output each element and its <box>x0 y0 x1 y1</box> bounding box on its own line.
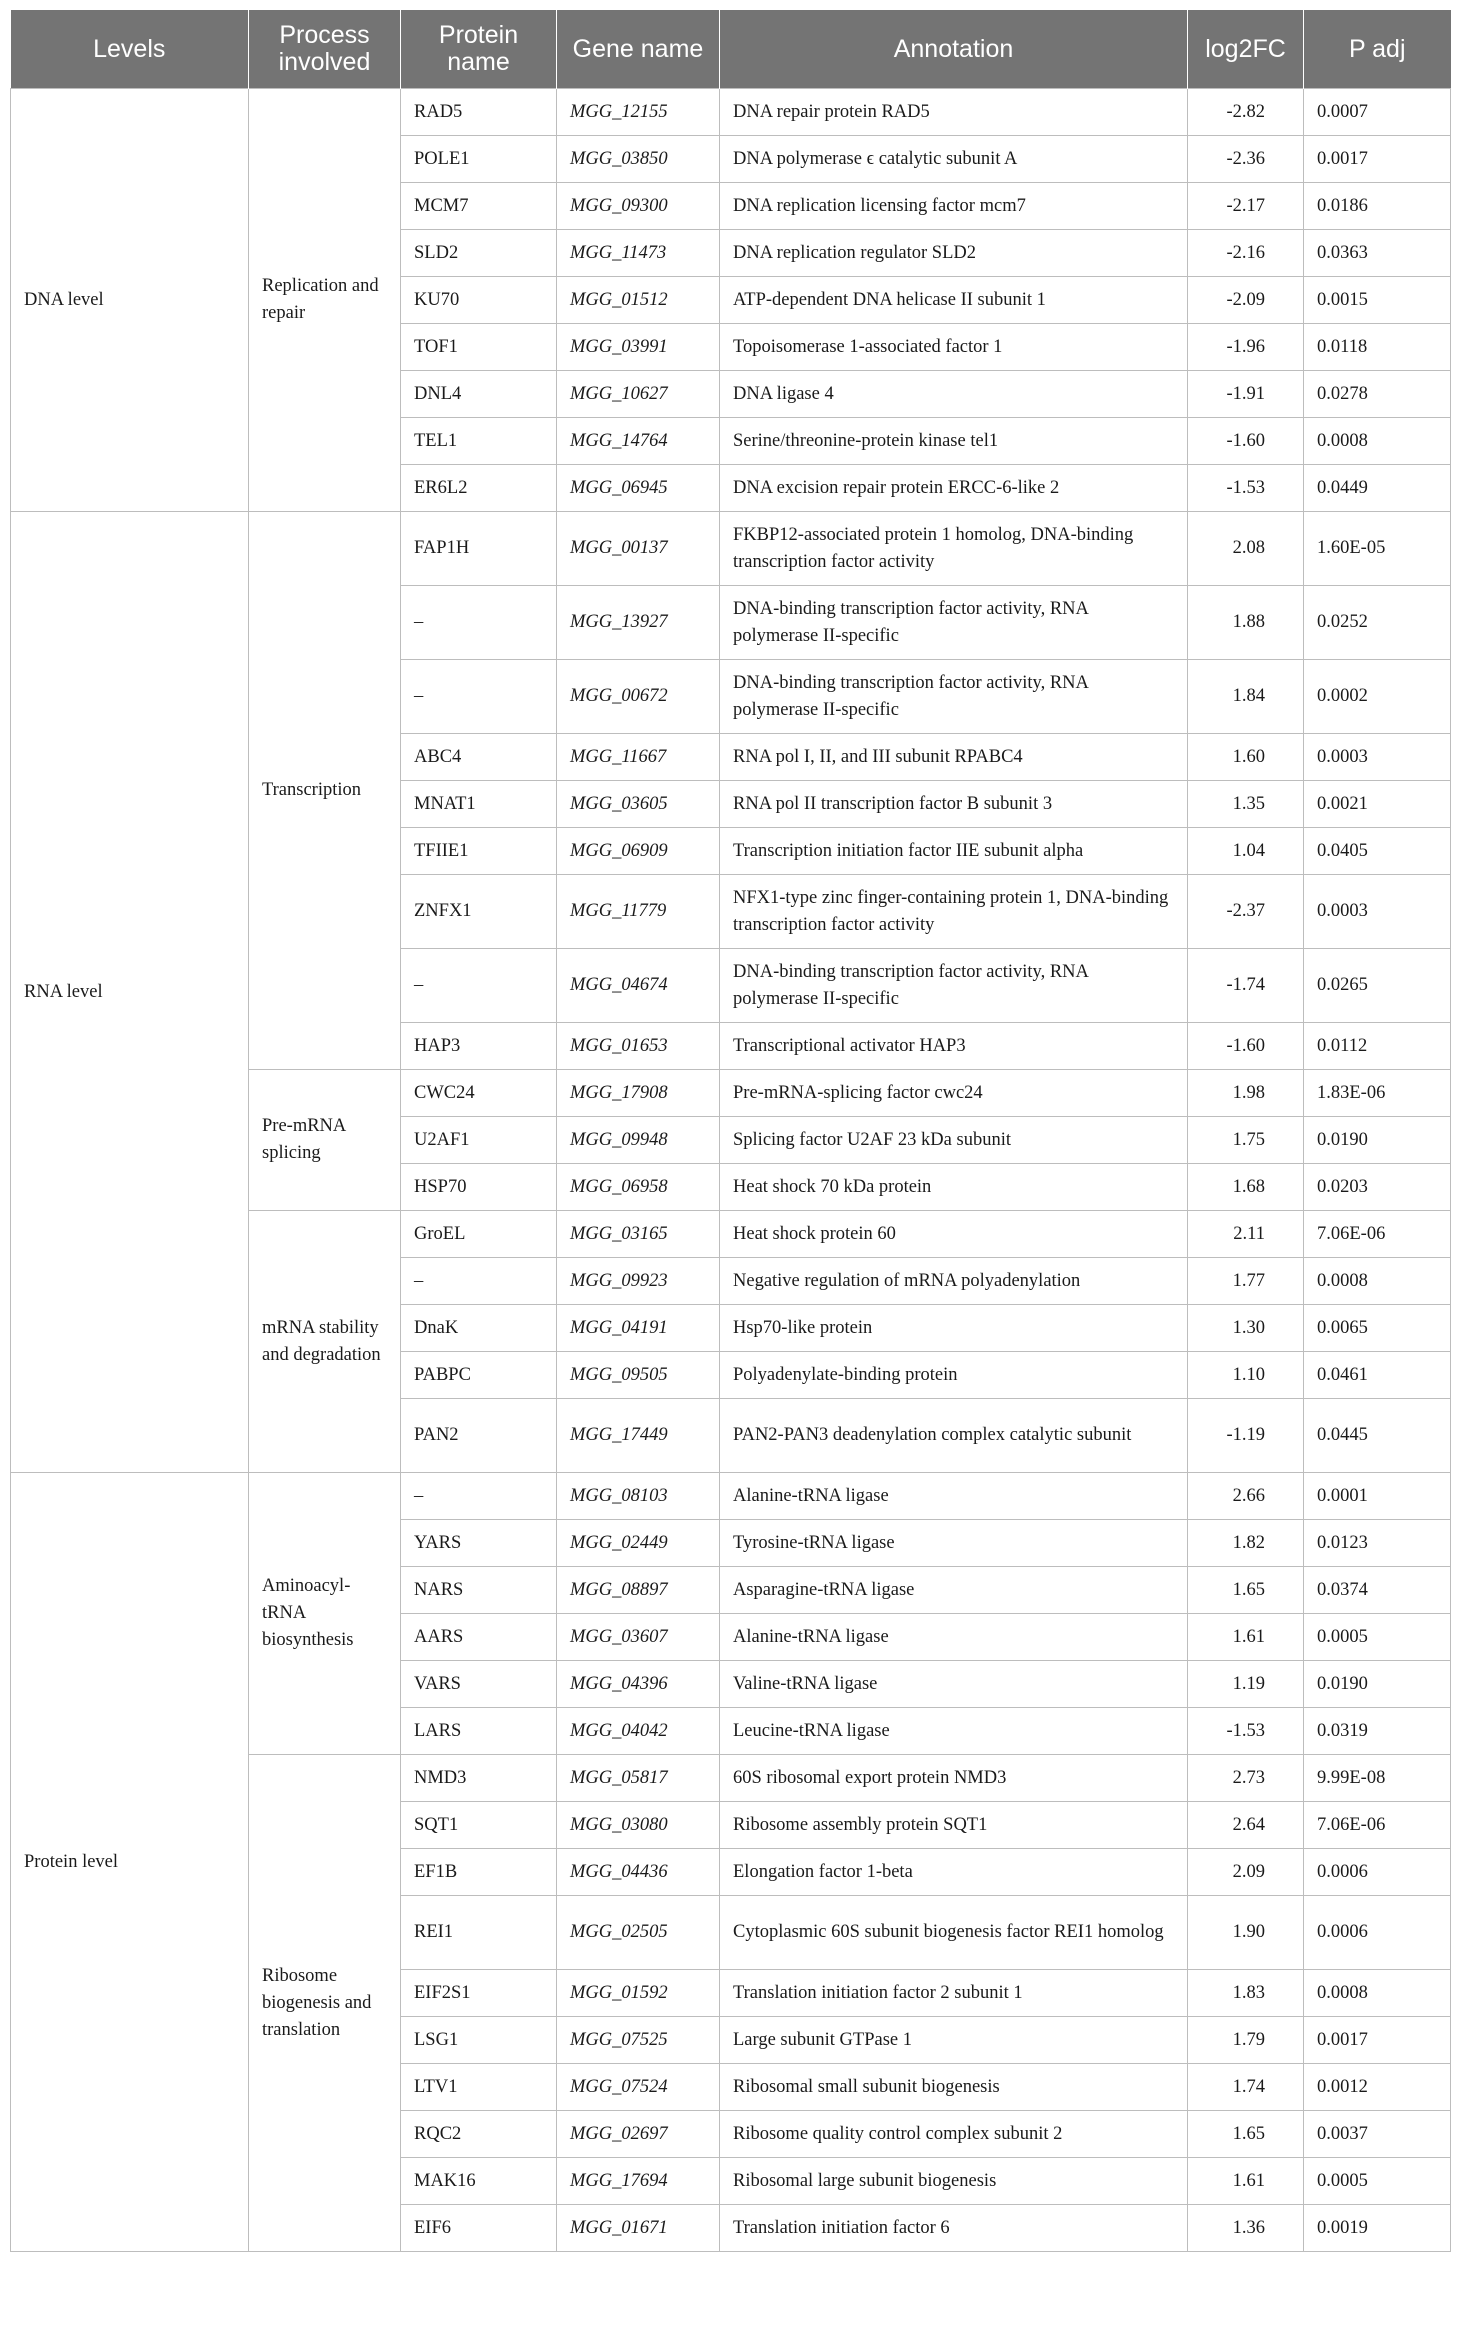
log2fc-cell: 1.88 <box>1188 586 1304 660</box>
padj-cell: 0.0017 <box>1304 136 1451 183</box>
gene-name-cell: MGG_02697 <box>557 2111 720 2158</box>
log2fc-cell: -1.74 <box>1188 949 1304 1023</box>
log2fc-cell: -1.96 <box>1188 324 1304 371</box>
process-cell: Replication and repair <box>249 89 401 512</box>
table-header <box>11 10 1451 89</box>
padj-cell: 0.0374 <box>1304 1567 1451 1614</box>
padj-cell: 0.0007 <box>1304 89 1451 136</box>
protein-name-cell: GroEL <box>401 1211 557 1258</box>
protein-name-cell: PABPC <box>401 1352 557 1399</box>
protein-name-cell: ER6L2 <box>401 465 557 512</box>
padj-cell: 0.0449 <box>1304 465 1451 512</box>
padj-cell: 0.0405 <box>1304 828 1451 875</box>
gene-name-cell: MGG_09948 <box>557 1117 720 1164</box>
gene-name-cell: MGG_01592 <box>557 1970 720 2017</box>
protein-name-cell: RQC2 <box>401 2111 557 2158</box>
annotation-cell: Polyadenylate-binding protein <box>720 1352 1188 1399</box>
table-row <box>11 512 1451 586</box>
protein-table <box>10 10 1451 2252</box>
gene-name-cell: MGG_17908 <box>557 1070 720 1117</box>
padj-cell: 0.0265 <box>1304 949 1451 1023</box>
log2fc-cell: 1.65 <box>1188 1567 1304 1614</box>
annotation-cell: Asparagine-tRNA ligase <box>720 1567 1188 1614</box>
protein-name-cell: FAP1H <box>401 512 557 586</box>
annotation-cell: Tyrosine-tRNA ligase <box>720 1520 1188 1567</box>
log2fc-cell: -2.36 <box>1188 136 1304 183</box>
log2fc-cell: -2.09 <box>1188 277 1304 324</box>
padj-cell: 1.60E-05 <box>1304 512 1451 586</box>
protein-name-cell: ZNFX1 <box>401 875 557 949</box>
gene-name-cell: MGG_04436 <box>557 1849 720 1896</box>
gene-name-cell: MGG_17449 <box>557 1399 720 1473</box>
log2fc-cell: 2.73 <box>1188 1755 1304 1802</box>
log2fc-cell: 1.61 <box>1188 1614 1304 1661</box>
annotation-cell: ATP-dependent DNA helicase II subunit 1 <box>720 277 1188 324</box>
protein-name-cell: ABC4 <box>401 734 557 781</box>
header-log2fc: log2FC <box>1188 10 1304 89</box>
gene-name-cell: MGG_03850 <box>557 136 720 183</box>
gene-name-cell: MGG_09300 <box>557 183 720 230</box>
gene-name-cell: MGG_14764 <box>557 418 720 465</box>
log2fc-cell: -1.19 <box>1188 1399 1304 1473</box>
annotation-cell: Heat shock protein 60 <box>720 1211 1188 1258</box>
log2fc-cell: -2.82 <box>1188 89 1304 136</box>
protein-name-cell: EIF2S1 <box>401 1970 557 2017</box>
log2fc-cell: -1.60 <box>1188 418 1304 465</box>
log2fc-cell: -1.53 <box>1188 1708 1304 1755</box>
header-protein: Protein name <box>401 10 557 89</box>
gene-name-cell: MGG_03080 <box>557 1802 720 1849</box>
protein-name-cell: CWC24 <box>401 1070 557 1117</box>
annotation-cell: RNA pol II transcription factor B subunit 3 <box>720 781 1188 828</box>
protein-name-cell: NARS <box>401 1567 557 1614</box>
annotation-cell: DNA excision repair protein ERCC-6-like 2 <box>720 465 1188 512</box>
log2fc-cell: 2.11 <box>1188 1211 1304 1258</box>
annotation-cell: DNA polymerase ϵ catalytic subunit A <box>720 136 1188 183</box>
annotation-cell: Alanine-tRNA ligase <box>720 1614 1188 1661</box>
protein-name-cell: HAP3 <box>401 1023 557 1070</box>
log2fc-cell: 1.68 <box>1188 1164 1304 1211</box>
gene-name-cell: MGG_02505 <box>557 1896 720 1970</box>
padj-cell: 7.06E-06 <box>1304 1802 1451 1849</box>
table-body <box>11 89 1451 2252</box>
gene-name-cell: MGG_07525 <box>557 2017 720 2064</box>
header-padj: P adj <box>1304 10 1451 89</box>
annotation-cell: Ribosomal small subunit biogenesis <box>720 2064 1188 2111</box>
protein-name-cell: TOF1 <box>401 324 557 371</box>
padj-cell: 0.0252 <box>1304 586 1451 660</box>
padj-cell: 1.83E-06 <box>1304 1070 1451 1117</box>
padj-cell: 0.0021 <box>1304 781 1451 828</box>
annotation-cell: Serine/threonine-protein kinase tel1 <box>720 418 1188 465</box>
padj-cell: 0.0008 <box>1304 1970 1451 2017</box>
protein-name-cell: TFIIE1 <box>401 828 557 875</box>
padj-cell: 0.0123 <box>1304 1520 1451 1567</box>
log2fc-cell: 2.09 <box>1188 1849 1304 1896</box>
gene-name-cell: MGG_04042 <box>557 1708 720 1755</box>
protein-name-cell: PAN2 <box>401 1399 557 1473</box>
log2fc-cell: 1.84 <box>1188 660 1304 734</box>
gene-name-cell: MGG_08897 <box>557 1567 720 1614</box>
log2fc-cell: 1.98 <box>1188 1070 1304 1117</box>
process-cell: Aminoacyl-tRNA biosynthesis <box>249 1473 401 1755</box>
log2fc-cell: -1.60 <box>1188 1023 1304 1070</box>
protein-name-cell: – <box>401 586 557 660</box>
process-cell: Transcription <box>249 512 401 1070</box>
log2fc-cell: 2.66 <box>1188 1473 1304 1520</box>
annotation-cell: DNA-binding transcription factor activity, RNA polymerase II-specific <box>720 949 1188 1023</box>
padj-cell: 0.0319 <box>1304 1708 1451 1755</box>
log2fc-cell: 1.04 <box>1188 828 1304 875</box>
protein-name-cell: NMD3 <box>401 1755 557 1802</box>
padj-cell: 0.0065 <box>1304 1305 1451 1352</box>
gene-name-cell: MGG_00137 <box>557 512 720 586</box>
annotation-cell: Topoisomerase 1-associated factor 1 <box>720 324 1188 371</box>
padj-cell: 0.0019 <box>1304 2205 1451 2252</box>
gene-name-cell: MGG_07524 <box>557 2064 720 2111</box>
protein-name-cell: SQT1 <box>401 1802 557 1849</box>
gene-name-cell: MGG_03165 <box>557 1211 720 1258</box>
header-gene: Gene name <box>557 10 720 89</box>
gene-name-cell: MGG_03605 <box>557 781 720 828</box>
protein-name-cell: LSG1 <box>401 2017 557 2064</box>
gene-name-cell: MGG_08103 <box>557 1473 720 1520</box>
gene-name-cell: MGG_09923 <box>557 1258 720 1305</box>
gene-name-cell: MGG_09505 <box>557 1352 720 1399</box>
protein-name-cell: – <box>401 949 557 1023</box>
log2fc-cell: 1.83 <box>1188 1970 1304 2017</box>
annotation-cell: Splicing factor U2AF 23 kDa subunit <box>720 1117 1188 1164</box>
padj-cell: 7.06E-06 <box>1304 1211 1451 1258</box>
annotation-cell: Ribosome quality control complex subunit 2 <box>720 2111 1188 2158</box>
table-row <box>11 1473 1451 1520</box>
gene-name-cell: MGG_03607 <box>557 1614 720 1661</box>
log2fc-cell: -2.16 <box>1188 230 1304 277</box>
annotation-cell: DNA repair protein RAD5 <box>720 89 1188 136</box>
protein-name-cell: SLD2 <box>401 230 557 277</box>
log2fc-cell: -1.91 <box>1188 371 1304 418</box>
log2fc-cell: 1.61 <box>1188 2158 1304 2205</box>
table-row <box>11 89 1451 136</box>
protein-name-cell: TEL1 <box>401 418 557 465</box>
protein-name-cell: LTV1 <box>401 2064 557 2111</box>
annotation-cell: NFX1-type zinc finger-containing protein 1, DNA-binding transcription factor activity <box>720 875 1188 949</box>
log2fc-cell: 1.19 <box>1188 1661 1304 1708</box>
protein-name-cell: EF1B <box>401 1849 557 1896</box>
protein-name-cell: YARS <box>401 1520 557 1567</box>
padj-cell: 9.99E-08 <box>1304 1755 1451 1802</box>
annotation-cell: Transcription initiation factor IIE subunit alpha <box>720 828 1188 875</box>
gene-name-cell: MGG_00672 <box>557 660 720 734</box>
padj-cell: 0.0037 <box>1304 2111 1451 2158</box>
gene-name-cell: MGG_04396 <box>557 1661 720 1708</box>
log2fc-cell: 1.10 <box>1188 1352 1304 1399</box>
protein-name-cell: HSP70 <box>401 1164 557 1211</box>
annotation-cell: Alanine-tRNA ligase <box>720 1473 1188 1520</box>
gene-name-cell: MGG_17694 <box>557 2158 720 2205</box>
protein-name-cell: AARS <box>401 1614 557 1661</box>
protein-name-cell: DnaK <box>401 1305 557 1352</box>
padj-cell: 0.0186 <box>1304 183 1451 230</box>
log2fc-cell: 1.79 <box>1188 2017 1304 2064</box>
padj-cell: 0.0461 <box>1304 1352 1451 1399</box>
annotation-cell: Large subunit GTPase 1 <box>720 2017 1188 2064</box>
log2fc-cell: 1.75 <box>1188 1117 1304 1164</box>
level-cell: RNA level <box>11 512 249 1473</box>
log2fc-cell: 1.82 <box>1188 1520 1304 1567</box>
padj-cell: 0.0006 <box>1304 1849 1451 1896</box>
process-cell: Pre-mRNA splicing <box>249 1070 401 1211</box>
header-process: Process involved <box>249 10 401 89</box>
gene-name-cell: MGG_04191 <box>557 1305 720 1352</box>
gene-name-cell: MGG_05817 <box>557 1755 720 1802</box>
protein-name-cell: EIF6 <box>401 2205 557 2252</box>
padj-cell: 0.0112 <box>1304 1023 1451 1070</box>
log2fc-cell: 1.60 <box>1188 734 1304 781</box>
padj-cell: 0.0006 <box>1304 1896 1451 1970</box>
gene-name-cell: MGG_10627 <box>557 371 720 418</box>
gene-name-cell: MGG_04674 <box>557 949 720 1023</box>
protein-name-cell: KU70 <box>401 277 557 324</box>
log2fc-cell: 1.90 <box>1188 1896 1304 1970</box>
padj-cell: 0.0008 <box>1304 418 1451 465</box>
padj-cell: 0.0363 <box>1304 230 1451 277</box>
gene-name-cell: MGG_06909 <box>557 828 720 875</box>
annotation-cell: Ribosome assembly protein SQT1 <box>720 1802 1188 1849</box>
padj-cell: 0.0190 <box>1304 1661 1451 1708</box>
log2fc-cell: 1.30 <box>1188 1305 1304 1352</box>
gene-name-cell: MGG_02449 <box>557 1520 720 1567</box>
padj-cell: 0.0445 <box>1304 1399 1451 1473</box>
protein-name-cell: U2AF1 <box>401 1117 557 1164</box>
padj-cell: 0.0203 <box>1304 1164 1451 1211</box>
log2fc-cell: -2.37 <box>1188 875 1304 949</box>
protein-name-cell: MNAT1 <box>401 781 557 828</box>
protein-name-cell: MAK16 <box>401 2158 557 2205</box>
annotation-cell: Cytoplasmic 60S subunit biogenesis factor REI1 homolog <box>720 1896 1188 1970</box>
protein-name-cell: MCM7 <box>401 183 557 230</box>
gene-name-cell: MGG_11473 <box>557 230 720 277</box>
protein-name-cell: VARS <box>401 1661 557 1708</box>
protein-name-cell: – <box>401 660 557 734</box>
gene-name-cell: MGG_01512 <box>557 277 720 324</box>
process-cell: mRNA stability and degradation <box>249 1211 401 1473</box>
level-cell: Protein level <box>11 1473 249 2252</box>
padj-cell: 0.0002 <box>1304 660 1451 734</box>
padj-cell: 0.0003 <box>1304 875 1451 949</box>
gene-name-cell: MGG_12155 <box>557 89 720 136</box>
annotation-cell: DNA ligase 4 <box>720 371 1188 418</box>
protein-name-cell: – <box>401 1258 557 1305</box>
annotation-cell: PAN2-PAN3 deadenylation complex catalytic subunit <box>720 1399 1188 1473</box>
gene-name-cell: MGG_01653 <box>557 1023 720 1070</box>
protein-name-cell: POLE1 <box>401 136 557 183</box>
header-annotation: Annotation <box>720 10 1188 89</box>
padj-cell: 0.0190 <box>1304 1117 1451 1164</box>
protein-name-cell: REI1 <box>401 1896 557 1970</box>
log2fc-cell: 1.65 <box>1188 2111 1304 2158</box>
annotation-cell: DNA replication licensing factor mcm7 <box>720 183 1188 230</box>
padj-cell: 0.0118 <box>1304 324 1451 371</box>
gene-name-cell: MGG_06958 <box>557 1164 720 1211</box>
annotation-cell: Elongation factor 1-beta <box>720 1849 1188 1896</box>
padj-cell: 0.0015 <box>1304 277 1451 324</box>
log2fc-cell: 2.08 <box>1188 512 1304 586</box>
annotation-cell: DNA replication regulator SLD2 <box>720 230 1188 277</box>
annotation-cell: Hsp70-like protein <box>720 1305 1188 1352</box>
header-levels: Levels <box>11 10 249 89</box>
gene-name-cell: MGG_11667 <box>557 734 720 781</box>
padj-cell: 0.0012 <box>1304 2064 1451 2111</box>
padj-cell: 0.0005 <box>1304 1614 1451 1661</box>
annotation-cell: Valine-tRNA ligase <box>720 1661 1188 1708</box>
padj-cell: 0.0005 <box>1304 2158 1451 2205</box>
annotation-cell: Leucine-tRNA ligase <box>720 1708 1188 1755</box>
process-cell: Ribosome biogenesis and translation <box>249 1755 401 2252</box>
gene-name-cell: MGG_03991 <box>557 324 720 371</box>
protein-name-cell: DNL4 <box>401 371 557 418</box>
annotation-cell: Pre-mRNA-splicing factor cwc24 <box>720 1070 1188 1117</box>
annotation-cell: Translation initiation factor 6 <box>720 2205 1188 2252</box>
log2fc-cell: 1.36 <box>1188 2205 1304 2252</box>
log2fc-cell: 1.74 <box>1188 2064 1304 2111</box>
protein-name-cell: RAD5 <box>401 89 557 136</box>
gene-name-cell: MGG_11779 <box>557 875 720 949</box>
level-cell: DNA level <box>11 89 249 512</box>
log2fc-cell: 1.35 <box>1188 781 1304 828</box>
annotation-cell: Heat shock 70 kDa protein <box>720 1164 1188 1211</box>
gene-name-cell: MGG_06945 <box>557 465 720 512</box>
gene-name-cell: MGG_13927 <box>557 586 720 660</box>
header-row <box>11 10 1451 89</box>
protein-name-cell: – <box>401 1473 557 1520</box>
annotation-cell: FKBP12-associated protein 1 homolog, DNA-binding transcription factor activity <box>720 512 1188 586</box>
protein-name-cell: LARS <box>401 1708 557 1755</box>
annotation-cell: Translation initiation factor 2 subunit 1 <box>720 1970 1188 2017</box>
log2fc-cell: 1.77 <box>1188 1258 1304 1305</box>
annotation-cell: DNA-binding transcription factor activity, RNA polymerase II-specific <box>720 660 1188 734</box>
annotation-cell: Transcriptional activator HAP3 <box>720 1023 1188 1070</box>
annotation-cell: Negative regulation of mRNA polyadenylation <box>720 1258 1188 1305</box>
log2fc-cell: -2.17 <box>1188 183 1304 230</box>
annotation-cell: Ribosomal large subunit biogenesis <box>720 2158 1188 2205</box>
padj-cell: 0.0001 <box>1304 1473 1451 1520</box>
padj-cell: 0.0003 <box>1304 734 1451 781</box>
gene-name-cell: MGG_01671 <box>557 2205 720 2252</box>
log2fc-cell: -1.53 <box>1188 465 1304 512</box>
log2fc-cell: 2.64 <box>1188 1802 1304 1849</box>
annotation-cell: DNA-binding transcription factor activity, RNA polymerase II-specific <box>720 586 1188 660</box>
padj-cell: 0.0278 <box>1304 371 1451 418</box>
padj-cell: 0.0008 <box>1304 1258 1451 1305</box>
padj-cell: 0.0017 <box>1304 2017 1451 2064</box>
annotation-cell: 60S ribosomal export protein NMD3 <box>720 1755 1188 1802</box>
annotation-cell: RNA pol I, II, and III subunit RPABC4 <box>720 734 1188 781</box>
